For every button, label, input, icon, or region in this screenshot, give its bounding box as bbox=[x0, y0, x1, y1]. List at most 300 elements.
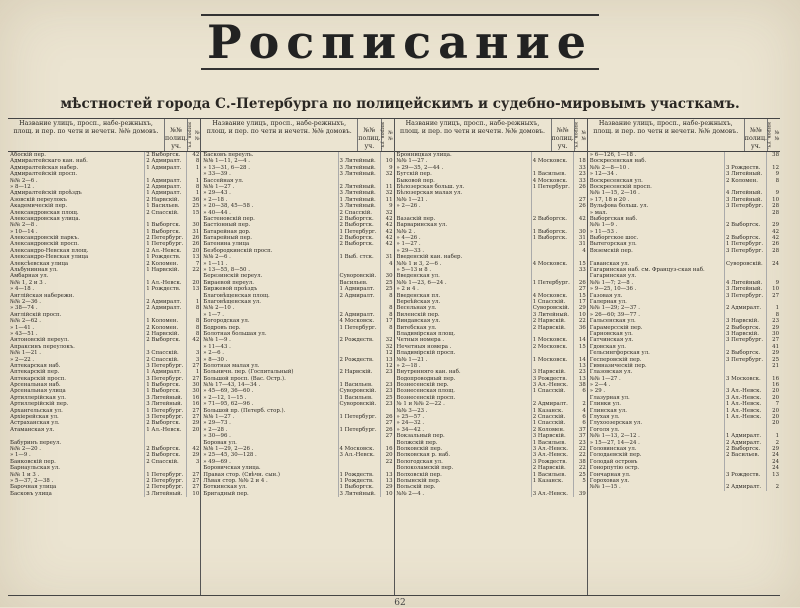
street-name: Головинская ул. bbox=[589, 445, 637, 452]
police-district: 2 Ал.-Невск. bbox=[144, 248, 186, 254]
police-district: 1 Рождеств. bbox=[144, 254, 186, 260]
police-district: 2 Нарвскій. bbox=[531, 318, 573, 324]
court-district: 27 bbox=[186, 472, 200, 478]
street-name: Волковскій пер. bbox=[396, 445, 443, 452]
police-district: 3 Московск. bbox=[724, 376, 766, 382]
court-district: 3 bbox=[186, 357, 200, 363]
street-name: Банковскій пер. bbox=[10, 458, 56, 465]
street-name: №№ 1—13, 2—12 . bbox=[589, 433, 640, 440]
police-district: 3 Литейный. bbox=[338, 158, 380, 164]
police-district: 1 Выборгск. bbox=[144, 222, 186, 228]
police-district: 1 Московск. bbox=[531, 357, 573, 363]
street-name: » 4—26 . bbox=[396, 235, 421, 242]
header-police-district: №№ полиц. уч. bbox=[165, 119, 188, 151]
police-district: 2 Выборгск. bbox=[338, 235, 380, 241]
court-district: 20 bbox=[766, 388, 780, 394]
court-district: 38 bbox=[573, 382, 587, 388]
court-district: 30 bbox=[380, 273, 394, 279]
street-name: » 8—12 . bbox=[10, 183, 35, 190]
court-district: 22 bbox=[380, 459, 394, 465]
court-district: 37 bbox=[573, 433, 587, 439]
column-header bbox=[201, 119, 393, 152]
street-name: » 25—45, 30—128 . bbox=[203, 452, 257, 459]
police-district: 3 Литейный. bbox=[144, 491, 186, 497]
police-district: 2 Адмиралт. bbox=[338, 293, 380, 299]
court-district: 3 bbox=[186, 350, 200, 356]
police-district: 1 Рождеств. bbox=[338, 472, 380, 478]
street-name: Адмиралтейскій проѣздъ bbox=[10, 190, 82, 197]
street-name: Гимназическій пер. bbox=[589, 362, 647, 369]
street-name: Арсенальная наб. bbox=[10, 382, 61, 389]
street-name: Англійская набережн. bbox=[10, 292, 75, 299]
street-name: Правая стор. (Свѣчн. сын.) bbox=[203, 471, 280, 478]
street-name: Большой пр. (Петерб. стор.). bbox=[203, 407, 286, 414]
street-name: » 2 и 4 . bbox=[396, 286, 419, 293]
police-district: 1 Адмиралт. bbox=[144, 190, 186, 196]
court-district: 42 bbox=[766, 235, 780, 241]
court-district: 1 bbox=[186, 178, 200, 184]
street-name: Басковъ переулъ. bbox=[203, 152, 254, 158]
police-district: 1 Васильев. bbox=[531, 440, 573, 446]
court-district: 42 bbox=[380, 222, 394, 228]
court-district: 23 bbox=[380, 401, 394, 407]
street-name: Барочная улица bbox=[10, 484, 57, 491]
street-name: №№ 1—7; 2—8 . bbox=[589, 279, 634, 286]
court-district: 22 bbox=[573, 318, 587, 324]
court-district: 29 bbox=[766, 325, 780, 331]
police-district: 3 Ал.-Невск. bbox=[531, 446, 573, 452]
street-name: Бугскій пер. bbox=[396, 171, 432, 178]
street-name: Гороховая ул. bbox=[589, 477, 630, 484]
street-name: №№ 3—23 . bbox=[396, 407, 428, 414]
street-name: » 29—35, 2—44 . bbox=[396, 164, 444, 171]
header-street: Название улицъ, просп., набе-режныхъ, площ. и пер. по четн и нечетн. №№ домовъ. bbox=[588, 119, 745, 151]
police-district: 3 Литейный. bbox=[531, 312, 573, 318]
street-name: Бодровъ пер. bbox=[203, 324, 241, 331]
street-name: Болотная малая ул. bbox=[203, 362, 260, 369]
street-name: Академическій пер. bbox=[10, 203, 68, 210]
street-name: Введенскій кан. набер. bbox=[396, 254, 463, 261]
court-district: 7 bbox=[186, 261, 200, 267]
street-name: №№ 1—15, 2—16 . bbox=[589, 190, 640, 197]
police-district: 1 Ал.-Невск. bbox=[144, 427, 186, 433]
court-district: 1 bbox=[766, 305, 780, 311]
police-district: 3 Ал.-Невск. bbox=[531, 491, 573, 497]
court-district: 29 bbox=[766, 222, 780, 228]
street-name: №№ 2—20 . bbox=[10, 445, 42, 452]
street-name: №№ 2—10 . bbox=[203, 305, 235, 312]
court-district: 12 bbox=[380, 350, 394, 356]
court-district: 23 bbox=[573, 440, 587, 446]
court-district: 12 bbox=[766, 165, 780, 171]
police-district: 3 Нарвскій. bbox=[531, 433, 573, 439]
police-district: 3 Ал.-Невск. bbox=[724, 395, 766, 401]
street-name: » 13—55, 8—50 . bbox=[203, 267, 250, 274]
street-name: Бираевой переул. bbox=[203, 279, 254, 286]
court-district: 42 bbox=[380, 216, 394, 222]
court-district: 13 bbox=[573, 363, 587, 369]
street-name: Батенина улица bbox=[203, 241, 250, 248]
court-district: 25 bbox=[573, 472, 587, 478]
court-district: 24 bbox=[766, 452, 780, 458]
street-name: » 20—38, 45—58 . bbox=[203, 203, 254, 210]
street-name: №№ 2—6 . bbox=[203, 254, 231, 261]
police-district: 3 Рождеств. bbox=[531, 376, 573, 382]
police-district: 3 Литейный. bbox=[724, 171, 766, 177]
street-name: №№ 2—4 . bbox=[396, 490, 425, 497]
street-name: » 2—18 . bbox=[203, 196, 228, 203]
court-district: 20 bbox=[766, 420, 780, 426]
court-district: 20 bbox=[766, 414, 780, 420]
police-district: 4 Литейный. bbox=[724, 190, 766, 196]
court-district: 1 bbox=[186, 165, 200, 171]
street-name: Бассейная ул. bbox=[203, 177, 244, 184]
court-district: 8 bbox=[766, 178, 780, 184]
police-district: 2 Выборгск. bbox=[724, 235, 766, 241]
court-district: 10 bbox=[573, 312, 587, 318]
police-district: 4 Московск. bbox=[531, 158, 573, 164]
court-district: 12 bbox=[380, 363, 394, 369]
police-district: 1 Петербург. bbox=[144, 472, 186, 478]
police-district: 2 Нарвскій. bbox=[531, 465, 573, 471]
court-district: 27 bbox=[186, 414, 200, 420]
police-district: 3 Литейный. bbox=[724, 286, 766, 292]
police-district: 1 Выборгск. bbox=[144, 382, 186, 388]
header-street: Название улицъ, просп., набе-режныхъ, площ. и пер. по четн и нечетн. №№ домовъ. bbox=[201, 119, 358, 151]
street-name: Алексѣевская улица bbox=[10, 260, 69, 267]
police-district: 2 Адмиралт. bbox=[144, 158, 186, 164]
street-name: » 43—51 . bbox=[10, 330, 38, 337]
court-district: 17 bbox=[573, 299, 587, 305]
street-name: Внутренняго кан. наб. bbox=[396, 369, 461, 376]
court-district: 26 bbox=[573, 203, 587, 209]
street-name: Владимірскій просп. bbox=[396, 350, 456, 357]
court-district: 8 bbox=[186, 331, 200, 337]
court-district: 23 bbox=[380, 369, 394, 375]
court-district: 13 bbox=[766, 472, 780, 478]
header-court-district: №№ миров. уч. bbox=[572, 122, 587, 150]
police-district: 2 Рождеств. bbox=[338, 337, 380, 343]
court-district: 28 bbox=[766, 210, 780, 216]
street-name: Вологодская ул. bbox=[396, 458, 443, 465]
street-name: » 2—26 . bbox=[396, 203, 421, 210]
police-district: 1 Петербург. bbox=[338, 427, 380, 433]
court-district: 29 bbox=[766, 446, 780, 452]
court-district: 42 bbox=[766, 229, 780, 235]
court-district: 24 bbox=[766, 261, 780, 267]
court-district: 23 bbox=[766, 318, 780, 324]
street-name: » 45—69, 36—60 . bbox=[203, 388, 254, 395]
police-district: 3 Петербург. bbox=[724, 293, 766, 299]
police-district: Суворовскій. bbox=[338, 401, 380, 407]
police-district: 3 Рождеств. bbox=[531, 459, 573, 465]
street-name: Голодай островъ bbox=[589, 458, 638, 465]
street-name: » 11—53 . bbox=[589, 228, 618, 235]
street-name: Лѣвая стор. №№ 2 и 4 . bbox=[203, 477, 268, 484]
street-name: Бронницкая улица. bbox=[396, 152, 452, 158]
street-name: Гоголя ул. bbox=[589, 426, 620, 433]
court-district: 24 bbox=[766, 465, 780, 471]
court-district: 42 bbox=[573, 216, 587, 222]
court-district: 42 bbox=[380, 241, 394, 247]
street-name: Глинская ул. bbox=[589, 407, 627, 414]
court-district: 31 bbox=[380, 254, 394, 260]
table-rows bbox=[395, 152, 587, 595]
police-district: 2 Выборгск. bbox=[144, 452, 186, 458]
police-district: 2 Выборгск. bbox=[338, 241, 380, 247]
street-name: Атаманская ул. bbox=[10, 426, 55, 433]
court-district: 27 bbox=[186, 363, 200, 369]
street-name: » 49—69 . bbox=[203, 458, 231, 465]
table-column bbox=[8, 119, 201, 595]
court-district: 38 bbox=[766, 152, 780, 158]
street-name: » 33—39 . bbox=[203, 171, 231, 178]
court-district: 27 bbox=[186, 478, 200, 484]
court-district: 25 bbox=[380, 280, 394, 286]
court-district: 42 bbox=[186, 152, 200, 158]
street-name: Гарновская ул. bbox=[589, 330, 633, 337]
street-name: Альбунинная ул. bbox=[10, 267, 58, 274]
court-district: 29 bbox=[766, 350, 780, 356]
street-name: Гагаринская наб. см. Француз-ская наб. bbox=[589, 267, 705, 274]
street-name: Боровая ул. bbox=[203, 439, 237, 446]
court-district: 21 bbox=[766, 363, 780, 369]
police-district: 3 Нарвскій. bbox=[724, 318, 766, 324]
police-district: 3 Литейный. bbox=[338, 203, 380, 209]
street-name: Глухоозерская ул. bbox=[589, 420, 643, 427]
police-district: 4 Московск. bbox=[338, 446, 380, 452]
police-district: 4 Литейный. bbox=[724, 280, 766, 286]
street-name: Вяземскій пер. bbox=[589, 247, 633, 254]
police-district: 1 Васильев. bbox=[338, 382, 380, 388]
street-name: Нечетныя номера . bbox=[396, 343, 452, 350]
street-name: №№ 1—21 . bbox=[396, 196, 428, 203]
street-name: №№ 1—29; 2—37 . bbox=[589, 305, 640, 312]
police-district: 1 Петербург. bbox=[338, 325, 380, 331]
court-district: 10 bbox=[186, 491, 200, 497]
street-name: №№ 2—8 . bbox=[10, 222, 38, 229]
police-district: 2 Московск. bbox=[531, 344, 573, 350]
police-district: 2 Выборгск. bbox=[144, 420, 186, 426]
street-name: Архангельская ул. bbox=[10, 407, 63, 414]
street-name: Александровская площ. bbox=[10, 209, 79, 216]
court-district: 32 bbox=[380, 190, 394, 196]
header-street: Название улицъ, просп., набе-режныхъ, площ. и пер. по четн и нечетн. №№ домовъ. bbox=[8, 119, 165, 151]
court-district: 32 bbox=[380, 344, 394, 350]
street-name: » 2—12, 1—15 . bbox=[203, 394, 247, 401]
street-name: Глазовская ул. bbox=[589, 369, 633, 376]
street-name: Вознесенскій просп. bbox=[396, 394, 456, 401]
court-district: 26 bbox=[186, 235, 200, 241]
street-name: Введенская пл. bbox=[396, 292, 441, 299]
police-district: 2 Адмиралт. bbox=[531, 401, 573, 407]
police-district: 3 Нарвскій. bbox=[531, 369, 573, 375]
street-name: Антоновскій переул. bbox=[10, 337, 69, 344]
court-district: 15 bbox=[573, 261, 587, 267]
police-district: 3 Петербург. bbox=[144, 363, 186, 369]
court-district: 10 bbox=[766, 286, 780, 292]
court-district: 30 bbox=[766, 331, 780, 337]
police-district: 3 Литейный. bbox=[338, 171, 380, 177]
court-district: 39 bbox=[573, 491, 587, 497]
police-district: 2 Коломен. bbox=[144, 261, 186, 267]
police-district: Суворовскій. bbox=[531, 305, 573, 311]
street-name: Гонорпутію остр. bbox=[589, 465, 640, 472]
header-street: Название улицъ, просп., набе-режныхъ, площ. и пер. по четн и нечетн. №№ домовъ. bbox=[395, 119, 552, 151]
table-column bbox=[588, 119, 780, 595]
court-district: 27 bbox=[573, 286, 587, 292]
court-district: 26 bbox=[186, 241, 200, 247]
police-district: 1 Литейный. bbox=[338, 197, 380, 203]
street-name: Вереѣйская ул. bbox=[396, 298, 441, 305]
police-district: 2 Выборгск. bbox=[724, 446, 766, 452]
court-district: 6 bbox=[573, 420, 587, 426]
street-name: Благовѣщенская ул. bbox=[203, 298, 262, 305]
street-name: Бѣлозерская больш. ул. bbox=[396, 183, 465, 190]
court-district: 16 bbox=[186, 401, 200, 407]
street-name: Александровскій просп. bbox=[10, 241, 79, 248]
schedule-table bbox=[8, 118, 780, 596]
street-name: Вольскій пер. bbox=[396, 484, 436, 491]
street-name: Бабуринъ переул. bbox=[10, 439, 62, 446]
court-district: 8 bbox=[186, 305, 200, 311]
court-district: 32 bbox=[380, 210, 394, 216]
court-district: 30 bbox=[186, 382, 200, 388]
police-district: 3 Петербург. bbox=[724, 337, 766, 343]
police-district: Суворовскій. bbox=[338, 273, 380, 279]
street-name: Благовѣщенская площ. bbox=[203, 292, 270, 299]
street-name: Волжскій пер. bbox=[396, 439, 438, 446]
police-district: 4 Московск. bbox=[531, 178, 573, 184]
court-district: 37 bbox=[573, 427, 587, 433]
court-district: 31 bbox=[573, 235, 587, 241]
police-district: Васильев. bbox=[338, 280, 380, 286]
street-name: №№ 1—29, 2—26 . bbox=[203, 445, 254, 452]
street-name: №№ 1—27 . bbox=[396, 158, 428, 165]
street-name: » 13—31, 6—28 . bbox=[203, 164, 250, 171]
street-name: Волковская р. наб. bbox=[396, 452, 451, 459]
police-district: 2 Спасскій. bbox=[531, 414, 573, 420]
police-district: 1 Рождеств. bbox=[338, 478, 380, 484]
police-district: 3 Литейный. bbox=[338, 165, 380, 171]
street-name: Воскресенская ул. bbox=[589, 177, 643, 184]
police-district: 1 Адмиралт. bbox=[144, 178, 186, 184]
street-name: » 29—33 . bbox=[396, 247, 425, 254]
court-district: 14 bbox=[573, 357, 587, 363]
street-name: » 10—14 . bbox=[10, 228, 38, 235]
police-district: 3 Петербург. bbox=[724, 248, 766, 254]
police-district: 2 Литейный. bbox=[338, 184, 380, 190]
police-district: 1 Московск. bbox=[531, 337, 573, 343]
street-name: №№ 2—62 . bbox=[10, 318, 42, 325]
court-district: 28 bbox=[766, 248, 780, 254]
street-name: » 1—7 . bbox=[203, 311, 224, 318]
court-district: 31 bbox=[186, 229, 200, 235]
street-name: Газовая ул. bbox=[589, 292, 623, 299]
street-name: » 40—44 . bbox=[203, 209, 231, 216]
street-name: №№ 2 . bbox=[396, 228, 416, 235]
police-district: 1 Васильев. bbox=[531, 472, 573, 478]
police-district: 3 Литейный. bbox=[144, 401, 186, 407]
street-name: Александровская улица. bbox=[10, 215, 81, 222]
header-police-district: №№ полиц. уч. bbox=[745, 119, 768, 151]
police-district: 2 Выборгск. bbox=[144, 337, 186, 343]
court-district: 27 bbox=[186, 484, 200, 490]
street-name: Аптекарская наб. bbox=[10, 362, 61, 369]
police-district: Суворовскій. bbox=[724, 261, 766, 267]
street-name: Азовскій переулокъ bbox=[10, 196, 67, 203]
police-district: 2 Петербург. bbox=[144, 478, 186, 484]
police-district: 1 Петербург. bbox=[531, 280, 573, 286]
court-district: 20 bbox=[766, 408, 780, 414]
police-district: 4 Московск. bbox=[531, 293, 573, 299]
street-name: Быковой пер. bbox=[396, 177, 435, 184]
police-district: 1 Выборгск. bbox=[531, 229, 573, 235]
street-name: Воскресенская наб. bbox=[589, 158, 647, 165]
street-name: Четныя номера . bbox=[396, 337, 445, 344]
court-district: 38 bbox=[573, 459, 587, 465]
street-name: » 1—27 . bbox=[396, 241, 421, 248]
court-district: 27 bbox=[380, 433, 394, 439]
street-name: №№ 1—27 . bbox=[589, 375, 621, 382]
street-name: Волоколамскій пер. bbox=[396, 465, 454, 472]
header-court-district: №№ миров. уч. bbox=[379, 122, 394, 150]
table-rows bbox=[201, 152, 393, 595]
police-district: 1 Нарвскій. bbox=[144, 267, 186, 273]
street-name: Англійскій просп. bbox=[10, 311, 62, 318]
court-district: 22 bbox=[186, 267, 200, 273]
street-name: » 29—73 . bbox=[203, 420, 231, 427]
street-name: Гарамерсскій пер. bbox=[589, 324, 643, 331]
court-district: 16 bbox=[766, 382, 780, 388]
court-district: 27 bbox=[380, 420, 394, 426]
police-district: 2 Васильев. bbox=[724, 452, 766, 458]
police-district: 1 Адмиралт. bbox=[144, 369, 186, 375]
court-district: 24 bbox=[766, 459, 780, 465]
police-district: 1 Васильев. bbox=[531, 171, 573, 177]
street-name: Вознесенскій пер. bbox=[396, 382, 449, 389]
street-name: Вознесенская площ. bbox=[396, 388, 455, 395]
police-district: 2 Выборгск. bbox=[724, 325, 766, 331]
court-district: 7 bbox=[766, 401, 780, 407]
police-district: 4 Московск. bbox=[531, 261, 573, 267]
police-district: 1 Казанск. bbox=[531, 478, 573, 484]
street-name: » 30—96 . bbox=[203, 433, 231, 440]
police-district: 2 Коломен. bbox=[531, 427, 573, 433]
street-name: » 71—95, 62—96 . bbox=[203, 401, 254, 408]
court-district: 25 bbox=[766, 357, 780, 363]
street-name: Архіерейская ул. bbox=[10, 414, 59, 421]
police-district: 3 Рождеств. bbox=[724, 165, 766, 171]
police-district: 1 Ал.-Невск. bbox=[724, 408, 766, 414]
page-number: 62 bbox=[394, 598, 406, 608]
court-district: 13 bbox=[380, 478, 394, 484]
police-district: 2 Адмиралт. bbox=[724, 484, 766, 490]
police-district: 1 Васильев. bbox=[144, 203, 186, 209]
street-name: №№ 1—9 . bbox=[589, 222, 618, 229]
court-district: 27 bbox=[186, 408, 200, 414]
police-district: 3 Ал.-Невск. bbox=[724, 388, 766, 394]
court-district: 8 bbox=[380, 325, 394, 331]
street-name: Гагаринская ул. bbox=[589, 273, 637, 280]
police-district: 2 Выборгск. bbox=[144, 446, 186, 452]
street-name: Вульфова больш. ул. bbox=[589, 203, 649, 210]
court-district: 42 bbox=[380, 235, 394, 241]
table-row bbox=[201, 491, 393, 497]
street-name: №№ 2—36 . bbox=[10, 298, 42, 305]
police-district: 2 Спасскій. bbox=[144, 357, 186, 363]
court-district: 33 bbox=[573, 267, 587, 273]
